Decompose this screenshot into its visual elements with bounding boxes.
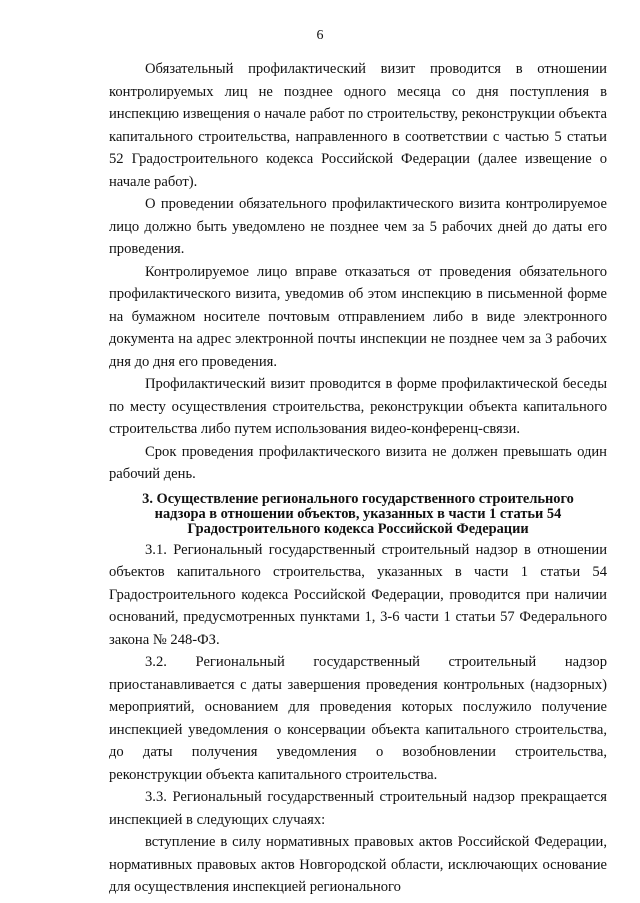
page-number: 6	[316, 28, 324, 43]
paragraph-visit-duration: Срок проведения профилактического визита не должен превышать один рабочий день.	[109, 443, 607, 482]
paragraph-3-1: 3.1. Региональный государственный строительный надзор в отношении объектов капитального строительства, указанных в части 1 статьи 54 Градостроительного кодекса Российской Федерации, проводится при наличии оснований, предусмотренных пунктами 1, 3-6 части 1 статьи 57 Федерального закона № 248-ФЗ.	[109, 541, 607, 648]
paragraph-refusal: Контролируемое лицо вправе отказаться от проведения обязательного профилактического визита, уведомив об этом инспекцию в письменной форме на бумажном носителе почтовым отправлением либо в виде электронного документа на адрес электронной почты инспекции не позднее чем за 3 рабочих дня до дня его проведения.	[109, 263, 607, 370]
paragraph-visit-form: Профилактический визит проводится в форме профилактической беседы по месту осуществления строительства, реконструкции объекта капитального строительства либо путем использования видео-конференц-связи.	[109, 376, 607, 437]
paragraph-3-2: 3.2. Региональный государственный строительный надзор приостанавливается с даты завершения проведения контрольных (надзорных) мероприятий, основанием для проведения которых послужило получение инспекцией уведомления о консервации объекта капитального строительства, до даты получения уведомления о возобновлении строительства, реконструкции объекта капитального строительства.	[109, 654, 607, 783]
document-body	[109, 58, 607, 899]
paragraph-mandatory-visit: Обязательный профилактический визит проводится в отношении контролируемых лиц не позднее одного месяца со дня поступления в инспекцию извещения о начале работ по строительству, реконструкции объекта капитального строительства, направленного в соответствии с частью 5 статьи 52 Градостроительного кодекса Российской Федерации (далее извещение о начале работ).	[109, 61, 607, 190]
section-heading: 3. Осуществление регионального государственного строительного надзора в отношении объектов, указанных в части 1 статьи 54 Градостроительного кодекса Российской Федерации	[142, 490, 574, 537]
paragraph-case-1: вступление в силу нормативных правовых актов Российской Федерации, нормативных правовых актов Новгородской области, исключающих основание для осуществления инспекцией регионального	[109, 834, 607, 895]
paragraph-notification: О проведении обязательного профилактического визита контролируемое лицо должно быть уведомлено не позднее чем за 5 рабочих дней до даты его проведения.	[109, 196, 607, 257]
paragraph-3-3: 3.3. Региональный государственный строительный надзор прекращается инспекцией в следующих случаях:	[109, 789, 607, 828]
